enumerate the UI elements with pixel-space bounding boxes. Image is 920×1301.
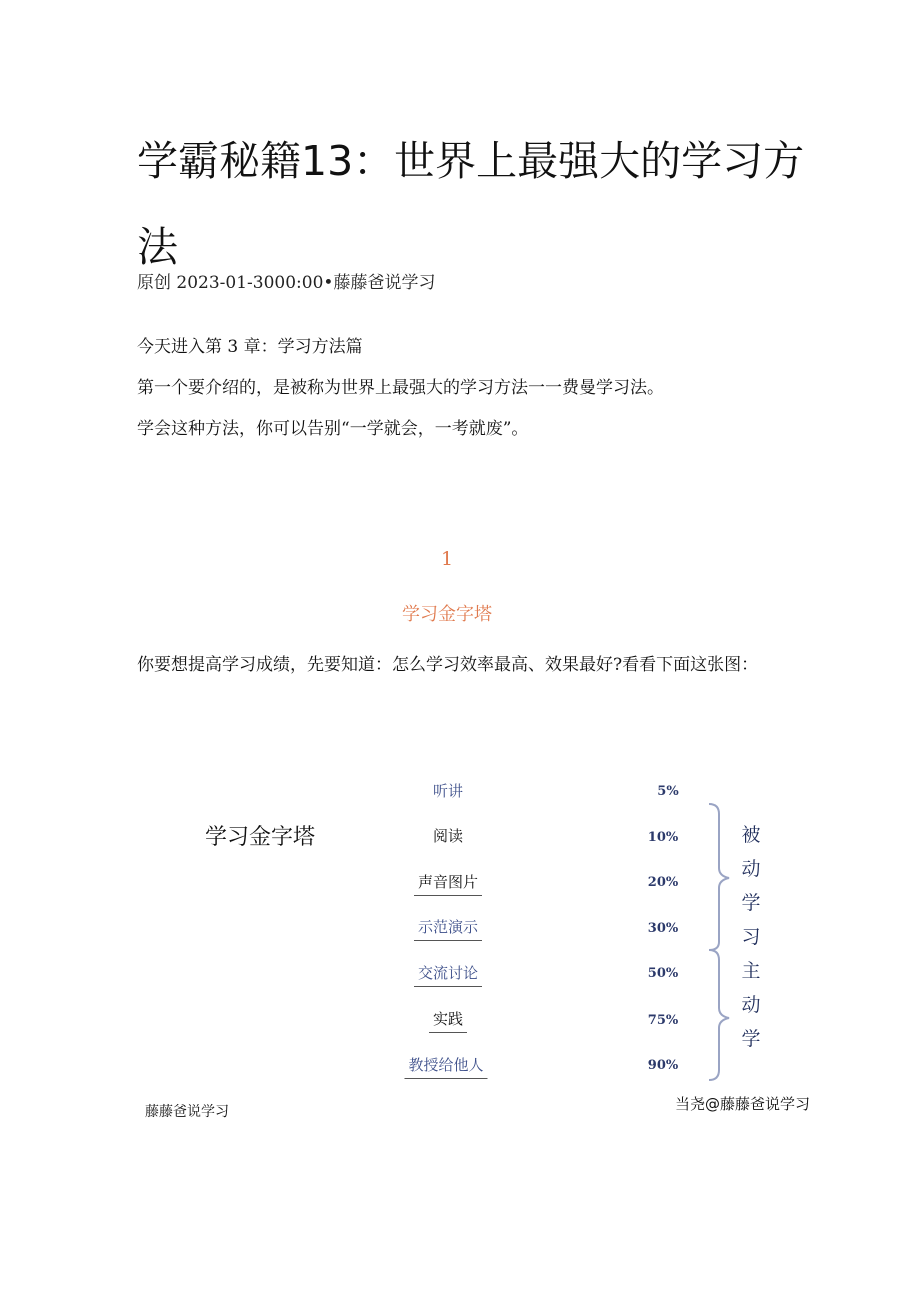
percent-label: 5% (657, 784, 679, 799)
section-paragraph: 你要想提高学习成绩，先要知道：怎么学习效率最高、效果最好?看看下面这张图： (137, 655, 759, 675)
side-label: 学 (741, 892, 761, 914)
bracket-icon (705, 800, 739, 1085)
figure-title: 学习金字塔 (205, 825, 316, 850)
percent-label: 20% (647, 875, 679, 890)
section-number: 1 (440, 548, 454, 570)
paragraph: 今天进入第 3 章：学习方法篇 (137, 337, 363, 357)
learning-pyramid-figure (130, 760, 850, 1140)
side-label: 主 (741, 960, 761, 982)
section-title: 学习金字塔 (402, 604, 492, 625)
percent-label: 75% (647, 1013, 679, 1028)
side-labels (740, 818, 762, 1056)
side-label: 被 (741, 824, 761, 846)
percent-label: 90% (647, 1058, 679, 1073)
figure-watermark-left: 藤藤爸说学习 (145, 1104, 229, 1120)
step-label: 交流讨论 (414, 962, 482, 987)
percent-label: 10% (647, 830, 679, 845)
paragraph: 第一个要介绍的，是被称为世界上最强大的学习方法一一费曼学习法。 (137, 378, 664, 398)
article-meta: 原创 2023-01-3000:00•藤藤爸说学习 (137, 273, 436, 293)
side-label: 学 (741, 1028, 761, 1050)
step-label: 阅读 (432, 827, 464, 845)
step-label: 示范演示 (414, 916, 482, 941)
step-label: 实践 (429, 1008, 467, 1033)
article-title: 学霸秘籍13：世界上最强大的学习方法 (137, 137, 805, 271)
step-label: 听讲 (432, 782, 464, 800)
side-label: 动 (741, 858, 761, 880)
figure-watermark-right: 当尧@藤藤爸说学习 (675, 1095, 811, 1113)
percent-label: 50% (647, 966, 679, 981)
step-label: 声音图片 (414, 871, 482, 896)
side-label: 习 (741, 926, 761, 948)
paragraph: 学会这种方法，你可以告别“一学就会，一考就废”。 (137, 419, 529, 439)
step-label: 教授给他人 (404, 1054, 487, 1079)
percent-label: 30% (647, 921, 679, 936)
side-label: 动 (741, 994, 761, 1016)
